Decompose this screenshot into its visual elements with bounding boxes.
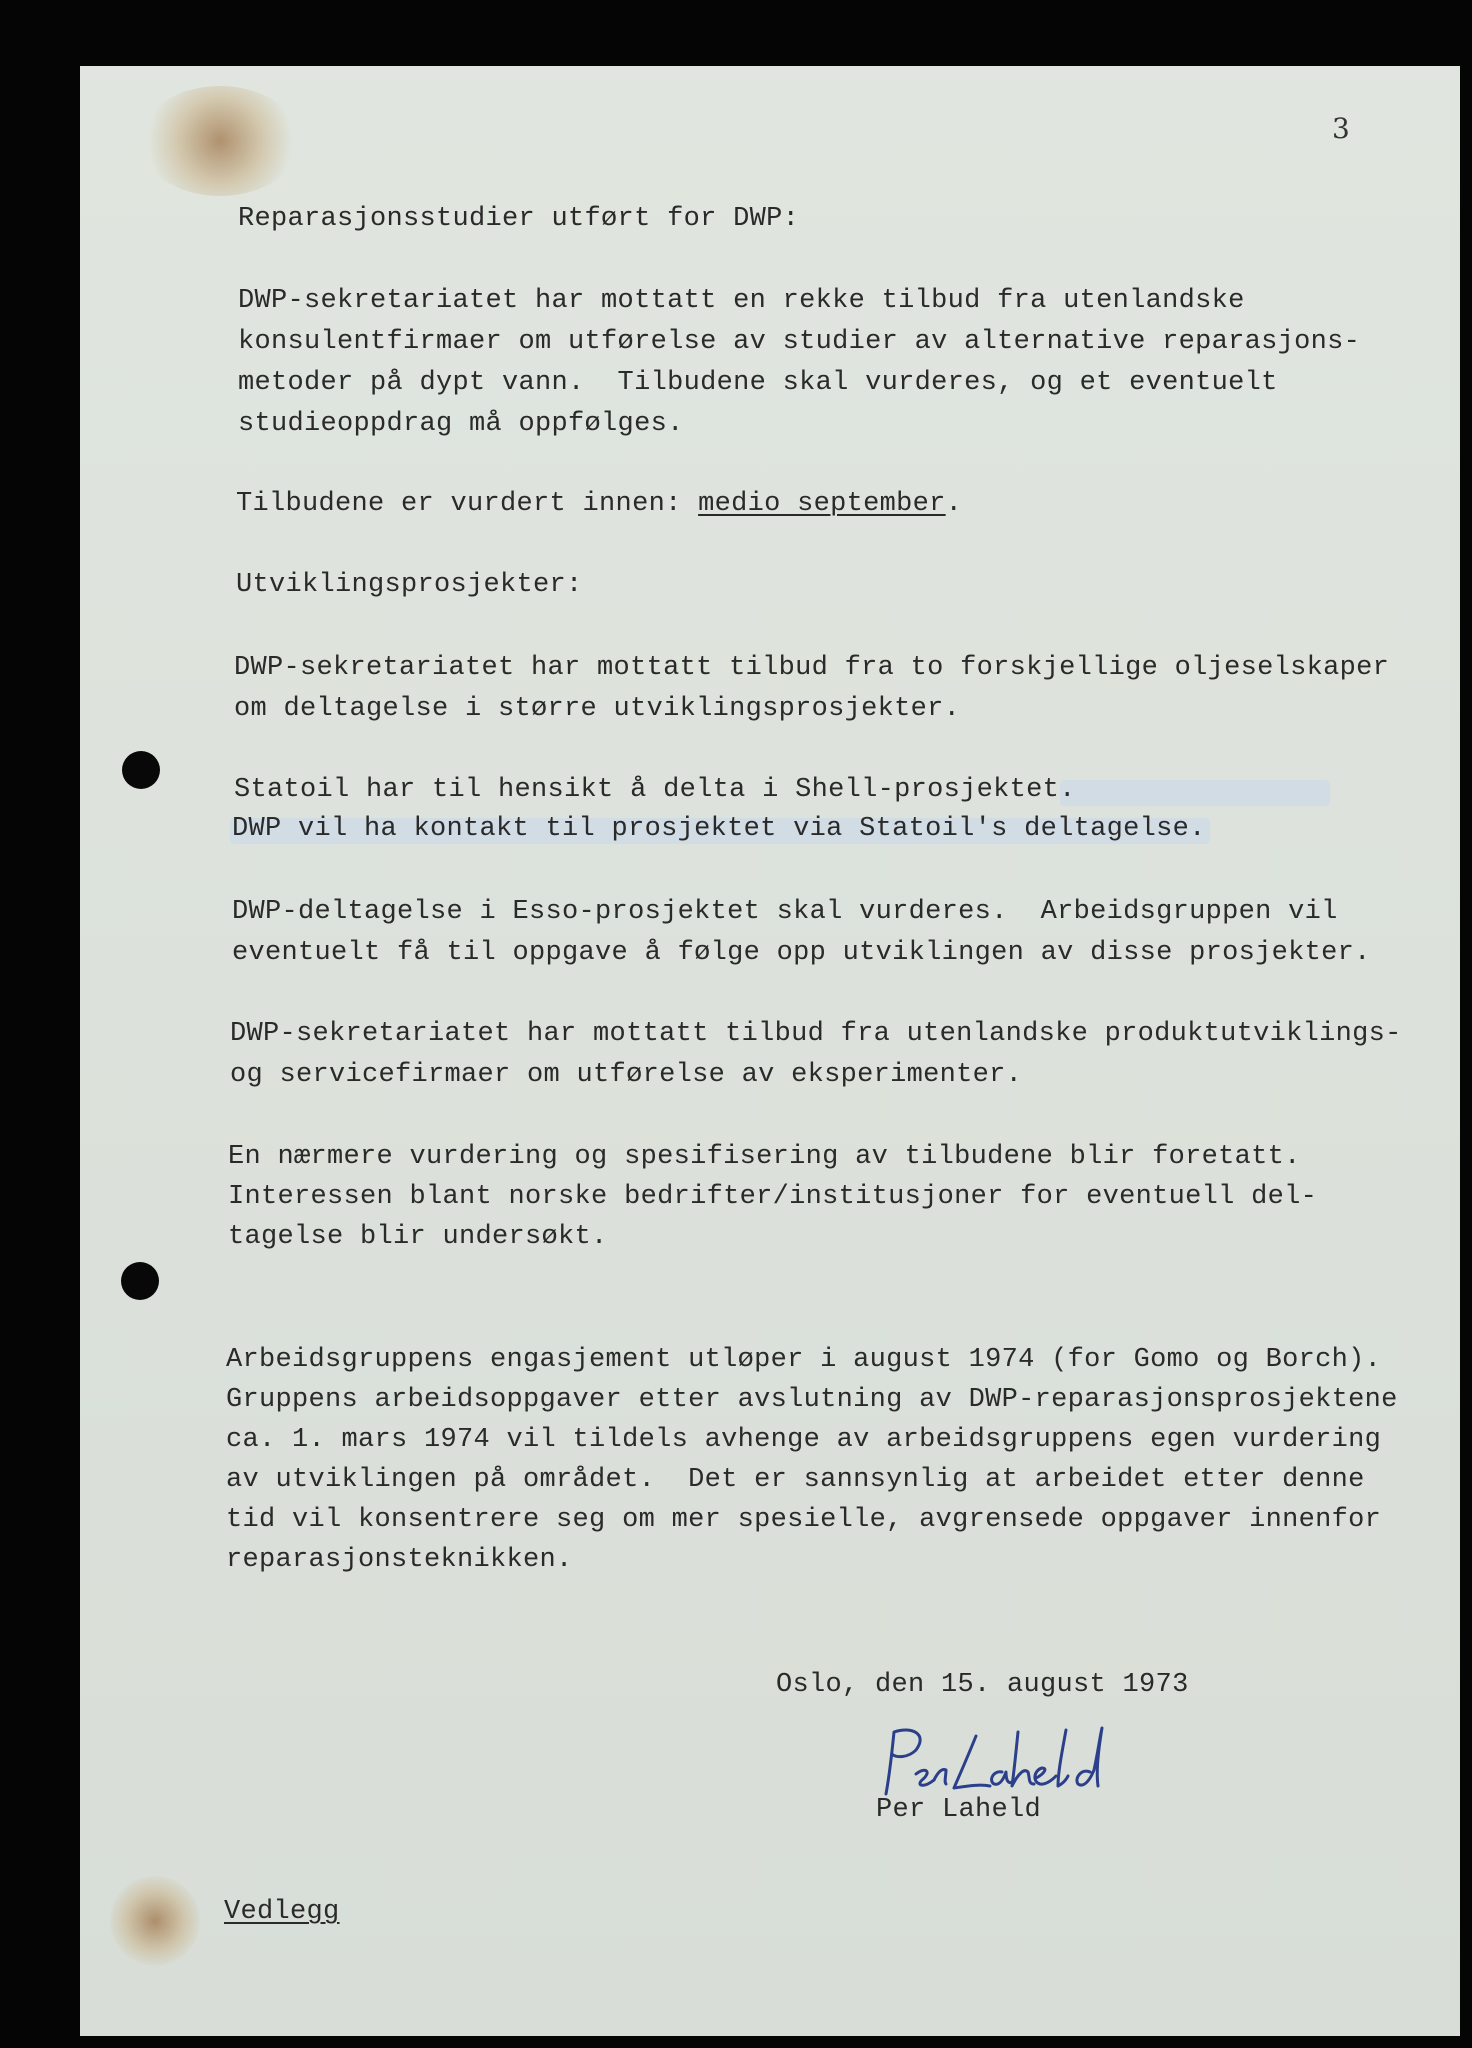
text-line: reparasjonsteknikken.	[226, 1545, 573, 1575]
deadline-label: Tilbudene er vurdert innen:	[236, 489, 699, 519]
text-line: DWP-sekretariatet har mottatt tilbud fra utenlandske produktutviklings-	[230, 1019, 1402, 1049]
text-line: Interessen blant norske bedrifter/institusjoner for eventuell del-	[228, 1182, 1318, 1212]
text-line: metoder på dypt vann. Tilbudene skal vurderes, og et eventuelt	[238, 368, 1278, 398]
text-line: DWP vil ha kontakt til prosjektet via Statoil's deltagelse.	[232, 814, 1206, 844]
text-line: ca. 1. mars 1974 vil tildels avhenge av arbeidsgruppens egen vurdering	[226, 1425, 1382, 1455]
text-line: eventuelt få til oppgave å følge opp utviklingen av disse prosjekter.	[232, 938, 1371, 968]
attachment-label: Vedlegg	[224, 1897, 340, 1927]
text-line: konsulentfirmaer om utførelse av studier av alternative reparasjons-	[238, 327, 1361, 357]
heading-reparasjonsstudier: Reparasjonsstudier utført for DWP:	[238, 204, 800, 234]
rust-stain	[110, 1876, 200, 1966]
heading-utviklingsprosjekter: Utviklingsprosjekter:	[236, 570, 583, 600]
text-line: DWP-sekretariatet har mottatt en rekke tilbud fra utenlandske	[238, 286, 1245, 316]
text-line: DWP-sekretariatet har mottatt tilbud fra to forskjellige oljeselskaper	[234, 653, 1390, 683]
text-line: Statoil har til hensikt å delta i Shell-prosjektet.	[234, 775, 1076, 805]
text-line: og servicefirmaer om utførelse av eksperimenter.	[230, 1060, 1023, 1090]
highlight-mark	[1060, 780, 1330, 806]
text-line: Gruppens arbeidsoppgaver etter avslutning av DWP-reparasjonsprosjektene	[226, 1385, 1398, 1415]
document-page	[80, 66, 1460, 2036]
handwritten-signature	[872, 1722, 1122, 1802]
deadline-value: medio september	[698, 489, 946, 519]
deadline-period: .	[945, 489, 963, 519]
deadline-line	[236, 487, 962, 521]
date-line: Oslo, den 15. august 1973	[776, 1670, 1189, 1700]
page-number: 3	[1332, 112, 1350, 145]
text-line: tid vil konsentrere seg om mer spesielle, avgrensede oppgaver innenfor	[226, 1505, 1382, 1535]
text-line: om deltagelse i større utviklingsprosjekter.	[234, 694, 961, 724]
text-line: av utviklingen på området. Det er sannsynlig at arbeidet etter denne	[226, 1465, 1365, 1495]
punch-hole	[121, 1262, 159, 1300]
text-line: DWP-deltagelse i Esso-prosjektet skal vurderes. Arbeidsgruppen vil	[232, 897, 1338, 927]
signatory-name: Per Laheld	[876, 1795, 1042, 1825]
text-line: tagelse blir undersøkt.	[228, 1222, 608, 1252]
text-line: En nærmere vurdering og spesifisering av tilbudene blir foretatt.	[228, 1142, 1301, 1172]
text-line: studieoppdrag må oppfølges.	[238, 409, 684, 439]
rust-stain	[140, 86, 300, 196]
text-line: Arbeidsgruppens engasjement utløper i august 1974 (for Gomo og Borch).	[226, 1345, 1382, 1375]
punch-hole	[122, 751, 160, 789]
